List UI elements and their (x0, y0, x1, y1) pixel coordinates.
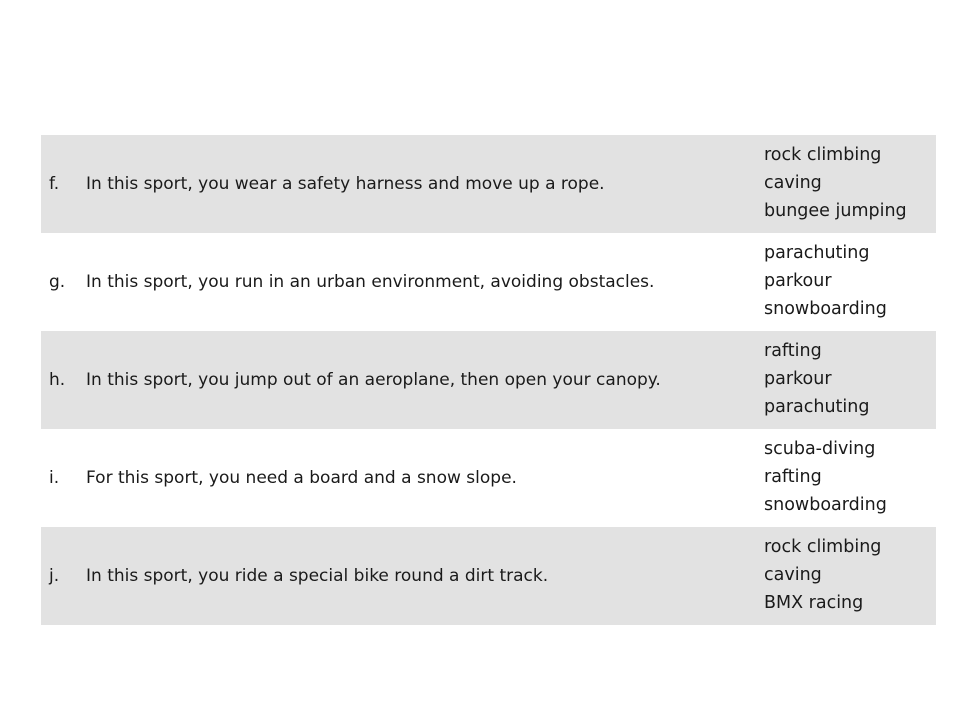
answer-options (764, 239, 934, 323)
question-letter: g. (49, 272, 66, 292)
answer-option[interactable]: parachuting (764, 243, 870, 263)
question-row-h (41, 331, 936, 429)
answer-option[interactable]: rafting (764, 467, 822, 487)
question-letter: j. (49, 566, 60, 586)
question-text: In this sport, you ride a special bike round a dirt track. (86, 566, 549, 586)
answer-option[interactable]: snowboarding (764, 495, 887, 515)
answer-option[interactable]: rock climbing (764, 537, 882, 557)
answer-options (764, 435, 934, 519)
question-letter: i. (49, 468, 60, 488)
answer-option[interactable]: BMX racing (764, 593, 864, 613)
question-letter: f. (49, 174, 60, 194)
question-row-f (41, 135, 936, 233)
answer-options (764, 141, 934, 225)
question-row-j (41, 527, 936, 625)
answer-option[interactable]: caving (764, 173, 822, 193)
question-text: In this sport, you wear a safety harness and move up a rope. (86, 174, 605, 194)
answer-option[interactable]: bungee jumping (764, 201, 907, 221)
answer-option[interactable]: scuba-diving (764, 439, 876, 459)
answer-option[interactable]: parkour (764, 369, 832, 389)
question-letter: h. (49, 370, 66, 390)
question-text: In this sport, you run in an urban environment, avoiding obstacles. (86, 272, 655, 292)
answer-option[interactable]: rock climbing (764, 145, 882, 165)
question-row-g (41, 233, 936, 331)
question-row-i (41, 429, 936, 527)
question-text: For this sport, you need a board and a snow slope. (86, 468, 517, 488)
answer-option[interactable]: snowboarding (764, 299, 887, 319)
answer-options (764, 337, 934, 421)
answer-options (764, 533, 934, 617)
answer-option[interactable]: caving (764, 565, 822, 585)
answer-option[interactable]: rafting (764, 341, 822, 361)
answer-option[interactable]: parachuting (764, 397, 870, 417)
quiz-table (41, 135, 936, 625)
answer-option[interactable]: parkour (764, 271, 832, 291)
question-text: In this sport, you jump out of an aeroplane, then open your canopy. (86, 370, 661, 390)
